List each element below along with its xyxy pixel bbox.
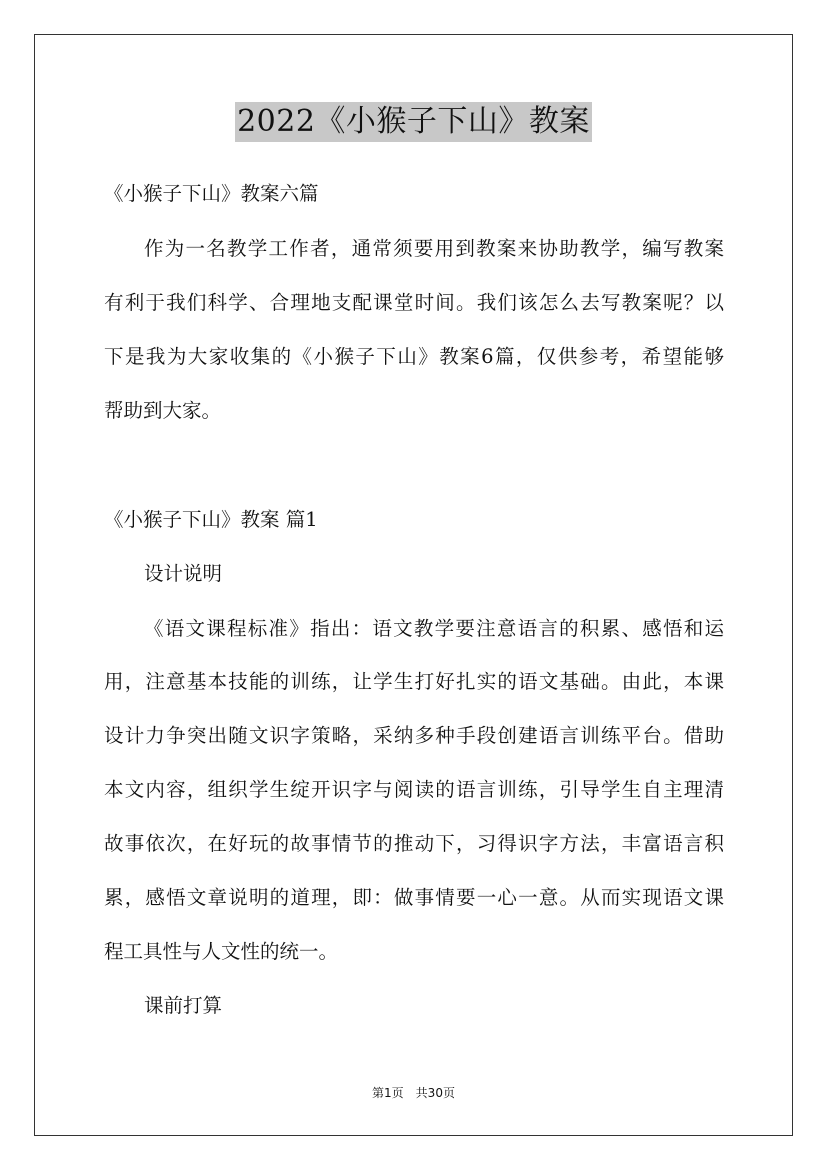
intro-line-4: 帮助到大家。: [104, 399, 222, 422]
design-line-3: 设计力争突出随文识字策略，采纳多种手段创建语言训练平台。借助: [104, 724, 724, 747]
design-line-7: 程工具性与人文性的统一。: [104, 940, 339, 963]
title-wrapper: [0, 102, 827, 142]
document-title: 2022《小猴子下山》教案: [235, 102, 592, 142]
design-line-1: 《语文课程标准》指出：语文教学要注意语言的积累、感悟和运: [144, 617, 724, 640]
design-line-5: 故事依次，在好玩的故事情节的推动下，习得识字方法，丰富语言积: [104, 832, 724, 855]
design-line-4: 本文内容，组织学生绽开识字与阅读的语言训练，引导学生自主理清: [104, 778, 724, 801]
document-subtitle: 《小猴子下山》教案六篇: [104, 182, 319, 205]
intro-line-3: 下是我为大家收集的《小猴子下山》教案6篇，仅供参考，希望能够: [104, 345, 724, 368]
intro-line-1: 作为一名教学工作者，通常须要用到教案来协助教学，编写教案: [144, 237, 724, 260]
design-heading: 设计说明: [144, 562, 223, 585]
prep-heading: 课前打算: [144, 994, 223, 1017]
section-heading: 《小猴子下山》教案 篇1: [104, 508, 318, 531]
design-line-6: 累，感悟文章说明的道理，即：做事情要一心一意。从而实现语文课: [104, 886, 724, 909]
design-line-2: 用，注意基本技能的训练，让学生打好扎实的语文基础。由此，本课: [104, 670, 724, 693]
intro-line-2: 有利于我们科学、合理地支配课堂时间。我们该怎么去写教案呢？以: [104, 291, 724, 314]
page-footer: 第1页 共30页: [372, 1086, 455, 1100]
